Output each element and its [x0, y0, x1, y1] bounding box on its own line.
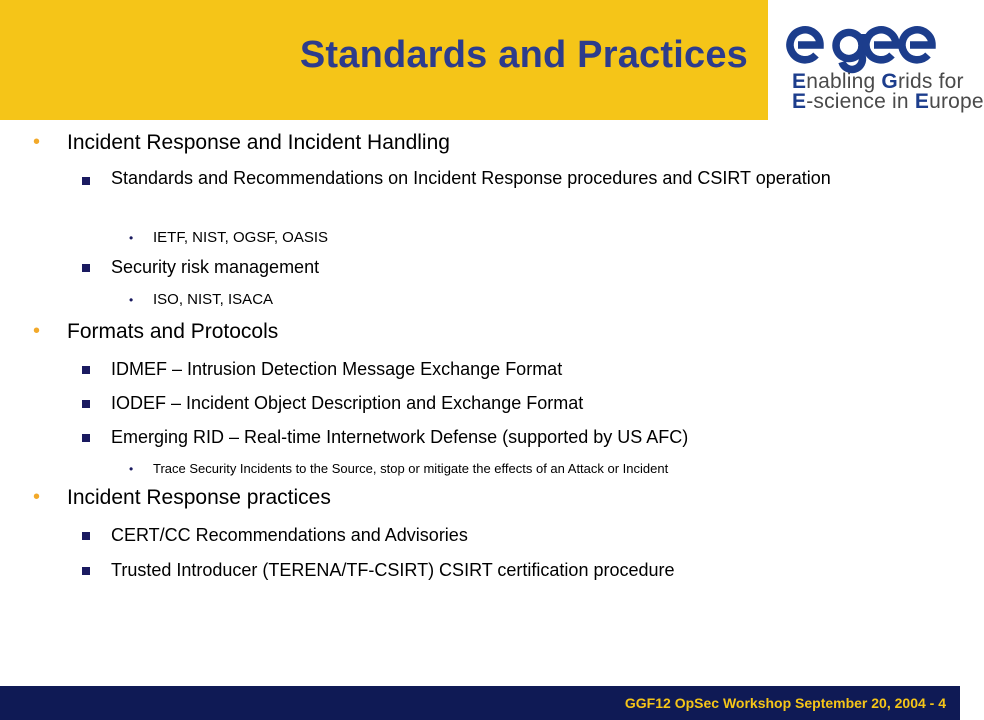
bullet-level2: Standards and Recommendations on Incident Response procedures and CSIRT operation	[111, 168, 831, 188]
bullet-level2: IDMEF – Intrusion Detection Message Exchange Format	[111, 359, 563, 379]
bullet-square	[82, 567, 90, 575]
bullet-small-dot: •	[129, 293, 134, 307]
bullet-level1: Incident Response practices	[67, 486, 331, 509]
bullet-level1: Formats and Protocols	[67, 320, 279, 343]
footer-bar	[0, 686, 960, 720]
bullet-dot: •	[33, 486, 41, 508]
bullet-small-dot: •	[129, 462, 134, 476]
bullet-square	[82, 400, 90, 408]
bullet-level3: Trace Security Incidents to the Source, stop or mitigate the effects of an Attack or Incident	[153, 461, 669, 476]
logo-tagline-line1: Enabling Grids for	[792, 70, 964, 93]
bullet-dot: •	[33, 131, 41, 153]
bullet-level2: Trusted Introducer (TERENA/TF-CSIRT) CSIRT certification procedure	[111, 560, 675, 580]
egee-wordmark-logo	[790, 22, 950, 68]
bullet-level3: IETF, NIST, OGSF, OASIS	[153, 229, 329, 246]
bullet-square	[82, 366, 90, 374]
slide-title: Standards and Practices	[299, 34, 748, 76]
bullet-level2: Emerging RID – Real-time Internetwork Defense (supported by US AFC)	[111, 427, 689, 447]
bullet-square	[82, 434, 90, 442]
bullet-level3: ISO, NIST, ISACA	[153, 291, 274, 308]
title-band	[0, 0, 768, 120]
bullet-level1: Incident Response and Incident Handling	[67, 131, 450, 154]
bullet-level2: CERT/CC Recommendations and Advisories	[111, 525, 468, 545]
bullet-level2: Security risk management	[111, 257, 320, 277]
logo-tagline-line2: E-science in Europe	[792, 90, 984, 113]
footer-text: GGF12 OpSec Workshop September 20, 2004 - 4	[624, 695, 946, 711]
bullet-square	[82, 177, 90, 185]
bullet-dot: •	[33, 320, 41, 342]
bullet-square	[82, 532, 90, 540]
bullet-small-dot: •	[129, 231, 134, 245]
bullet-square	[82, 264, 90, 272]
bullet-level2: IODEF – Incident Object Description and Exchange Format	[111, 393, 584, 413]
egee-logo	[768, 0, 984, 120]
